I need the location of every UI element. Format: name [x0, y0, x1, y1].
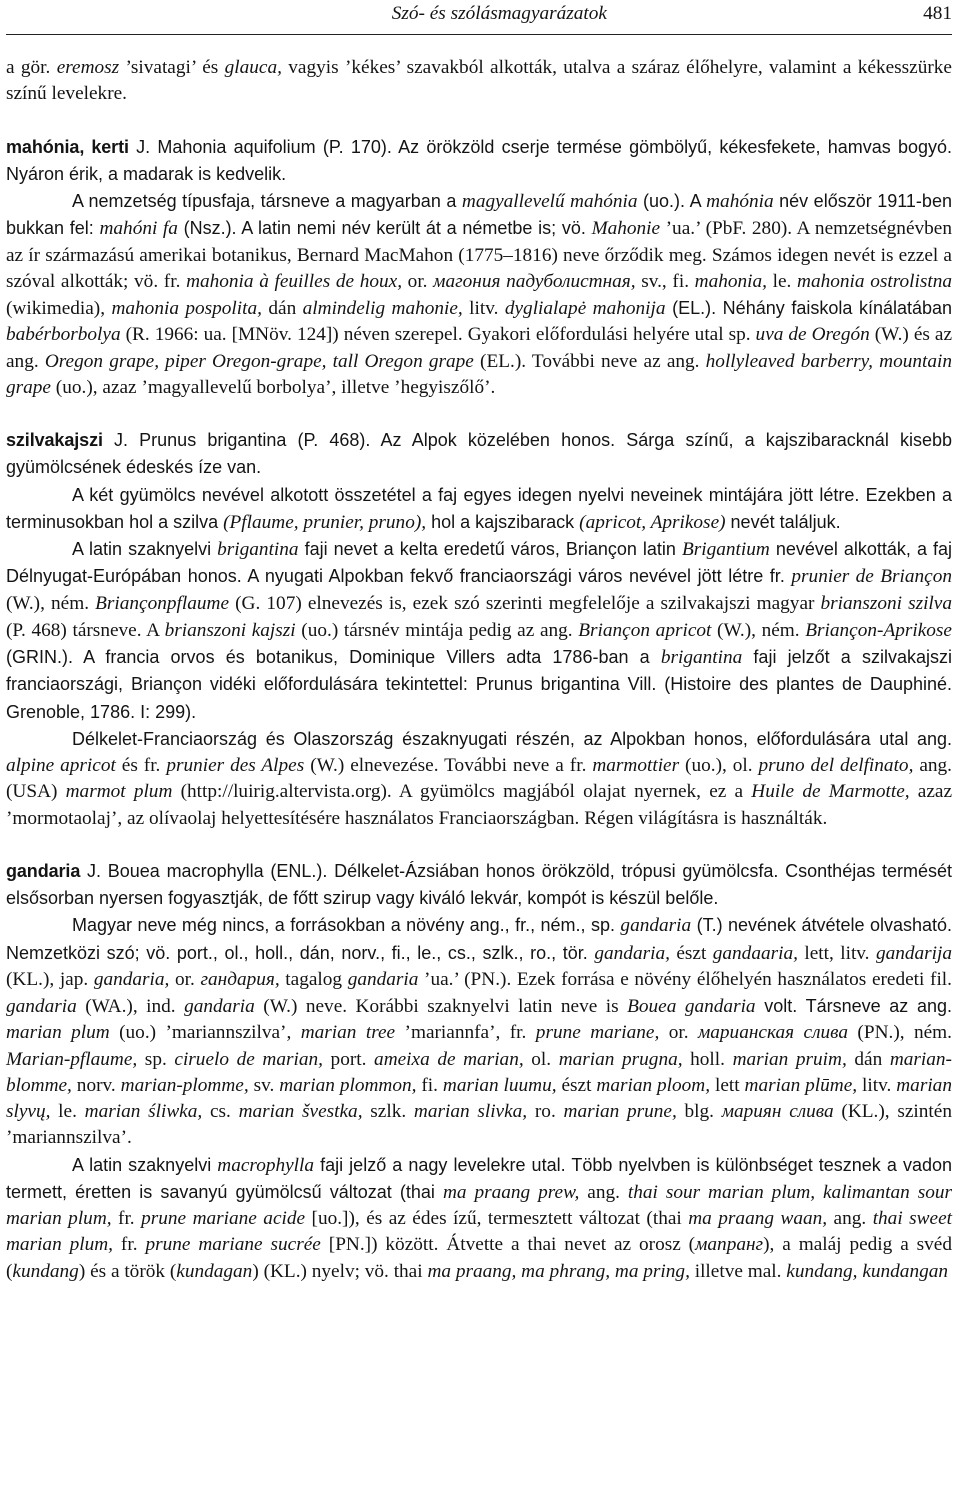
body-text: A latin szaknyelvi — [72, 1154, 218, 1175]
italic-term: marian-plomme, — [120, 1074, 249, 1096]
body-text: azaz ’mormotaolaj’, az olívaolaj helyettesítésére használatos Franciaországban. Régen világításra is használták. — [6, 781, 953, 829]
body-text: fi. — [416, 1074, 443, 1096]
body-text: [uo.]), és az édes ízű, termesztett változat (thai — [305, 1208, 689, 1229]
italic-term: marian ploom, — [596, 1074, 711, 1096]
body-text: ) (KL.) nyelv; vö. thai — [252, 1260, 428, 1282]
body-text: (wikimedia), — [6, 298, 112, 319]
italic-term: Briançon-Aprikose — [805, 619, 952, 641]
body-text: holl. — [682, 1048, 733, 1070]
body-text: ’sivatagi’ és — [119, 57, 225, 78]
italic-term: Brigantium — [681, 539, 770, 560]
italic-term: marian tree — [300, 1022, 396, 1044]
body-text: volt. Társneve az ang. — [755, 996, 952, 1016]
italic-term: pruno del delfinato, — [758, 755, 914, 776]
body-text: litv. — [462, 298, 505, 319]
italic-term: brigantina — [217, 539, 299, 560]
italic-term: Oregon grape, piper Oregon-grape, tall Oregon grape — [44, 350, 474, 372]
italic-term: brigantina — [660, 647, 743, 668]
italic-term: babérborbolya — [6, 324, 121, 346]
body-text: norv. — [71, 1074, 121, 1096]
italic-term: Briançon apricot — [578, 619, 712, 641]
body-text: J. Bouea macrophylla (ENL.). Délkelet-Ázsiában honos örökzöld, trópusi gyümölcsfa. Csonthéjas termését elsősorban nyersen fogyasztják, de főtt szirup vagy kiváló lekvár, kompót is készül belőle. — [6, 860, 952, 908]
dictionary-entry-mahonia — [6, 134, 952, 402]
body-text: or. — [169, 968, 201, 990]
italic-term: marian luumu, — [442, 1074, 557, 1096]
entry-separator — [6, 108, 952, 134]
italic-term: marian slivka, — [413, 1101, 528, 1122]
headword: szilvakajszi — [6, 430, 103, 450]
body-text: (PN.), ném. — [848, 1022, 953, 1044]
entry-paragraph — [6, 858, 952, 913]
body-text: J. Mahonia aquifolium (P. 170). Az örökzöld cserje termése gömbölyű, kékesfekete, hamvas bogyó. Nyáron érik, a madarak is kedvelik. — [6, 136, 952, 184]
italic-term: hollyleaved barberry, mountain grape — [6, 350, 953, 398]
body-text: nevével alkották, a faj Délnyugat-Európában honos. A nyugati Alpokban fekvő franciaországi város nevével jött létre fr. — [6, 539, 952, 587]
body-text: or. — [659, 1022, 698, 1044]
body-text: fr. — [113, 1234, 146, 1256]
body-text: (P. 468) társneve. A — [6, 619, 165, 641]
body-text: Délkelet-Franciaország és Olaszország északnyugati részén, az Alpokban honos, előfordulására utal ang. — [72, 728, 952, 749]
italic-term: Huile de Marmotte, — [751, 781, 910, 803]
body-text: dán — [261, 298, 303, 319]
italic-term: marian prune, — [563, 1101, 677, 1122]
italic-term: gandaria — [6, 996, 77, 1017]
body-text: (uo.). A — [637, 191, 707, 211]
body-text: ’ua.’ (PbF. 280). A nemzetségnévben az ír származású amerikai botanikus, Bernard MacMahon (1775–1816) neve őrződik meg. Számos idegen nevét is ezzel a szóval alkották; vö. fr. — [6, 218, 952, 292]
italic-term: marian slyvų, — [6, 1074, 952, 1122]
body-text: (GRIN.). A francia orvos és botanikus, Dominique Villers adta 1786-ban a — [6, 647, 661, 667]
header-rule — [6, 34, 952, 35]
entry-paragraph — [6, 912, 952, 1151]
body-text: (KL.), jap. — [6, 968, 94, 990]
running-head-title: Szó- és szólásmagyarázatok — [391, 3, 607, 24]
italic-term: gandaria, — [93, 968, 170, 990]
entry-paragraph — [6, 134, 952, 189]
italic-term: mahonia à feuilles de houx, — [186, 270, 403, 292]
body-text: (T.) nevének átvétele olvasható. Nemzetközi szó; vö. port., ol., holl., dán, norv., fi., le., cs., szlk., ro., tör. — [6, 915, 952, 963]
italic-term: gandaaria, — [712, 942, 798, 964]
body-text: észt — [669, 942, 713, 964]
italic-term: prune mariane, — [535, 1022, 660, 1044]
body-text: nevét találjuk. — [725, 511, 841, 532]
body-text: tagalog — [279, 968, 348, 990]
entry-paragraph — [6, 726, 952, 832]
body-text: A két gyümölcs nevével alkotott összetétel a faj egyes idegen nyelvi neveinek mintájára jött létre. Ezekben a terminusokban hol a szilva — [6, 484, 952, 532]
body-text: és fr. — [115, 755, 167, 776]
italic-term: prune mariane acide — [141, 1208, 306, 1229]
italic-term: magyallevelű mahónia — [461, 191, 638, 212]
body-text: (EL.). Néhány faiskola kínálatában — [665, 298, 953, 318]
italic-term: gandaria, — [594, 942, 670, 964]
entry-paragraph — [6, 55, 952, 108]
italic-term: mahóni fa — [99, 218, 178, 240]
body-text: lett — [710, 1074, 745, 1096]
body-text: hol a kajszibarack — [426, 511, 580, 532]
italic-term: kundang — [12, 1260, 79, 1282]
body-text: ang. (USA) — [6, 755, 952, 803]
headword: gandaria — [6, 860, 81, 881]
body-text: (uo.), azaz ’magyallevelű borbolya’, illetve ’hegyiszőlő’. — [50, 376, 496, 398]
italic-term: ameixa de marian, — [374, 1048, 524, 1070]
italic-term: мариян слива — [721, 1101, 834, 1122]
italic-term: Marian-pflaume, — [6, 1048, 138, 1070]
dictionary-entry-szilvakajszi — [6, 427, 952, 832]
italic-term: alpine apricot — [6, 755, 116, 776]
italic-term: thai sweet marian plum, — [6, 1208, 952, 1256]
body-text: (W.), ném. — [711, 619, 806, 641]
body-text: ’mariannfa’, fr. — [395, 1022, 536, 1044]
italic-term: marian prugna, — [558, 1048, 683, 1070]
body-text: faji jelző a nagy levelekre utal. Több nyelvben is különbséget tesznek a vadon termett, éretten is savanyú gyümölcsű változat (thai — [6, 1154, 952, 1202]
italic-term: marmottier — [592, 755, 680, 776]
italic-term: мапранг — [695, 1234, 764, 1256]
italic-term: gandaria — [184, 996, 255, 1017]
italic-term: марианская слива — [697, 1022, 849, 1044]
body-text: (uo.) társnév mintája pedig az ang. — [295, 619, 579, 641]
italic-term: marian pruim, — [732, 1048, 847, 1070]
italic-term: kundagan — [176, 1260, 253, 1282]
body-text: (R. 1966: ua. [MNöv. 124]) néven szerepel. Gyakori előfordulási helyére utal sp. — [120, 324, 756, 346]
italic-term: гандария, — [200, 968, 280, 990]
italic-term: gandarija — [875, 942, 952, 964]
italic-term: магония падуболистная, — [433, 270, 636, 292]
body-text: (W.) neve. Korábbi szaknyelvi latin neve is — [254, 996, 628, 1017]
body-text: (G. 107) elnevezés is, ezek szó szerinti megfelelője a szilvakajszi magyar — [229, 592, 821, 614]
body-text: ) és a török ( — [78, 1260, 177, 1282]
body-text: (Nsz.). A latin nemi név került át a németbe is; vö. — [177, 218, 592, 239]
italic-term: (Pflaume, prunier, pruno), — [223, 511, 427, 533]
italic-term: mahonia, — [694, 270, 767, 292]
body-text: vagyis ’kékes’ szavakból alkották, utalva a száraz élőhelyre, valamint a kékesszürke színű levelekre. — [6, 57, 952, 105]
body-text: faji nevet a kelta eredetű város, Briançon latin — [298, 539, 682, 559]
body-text: faji jelzőt a szilvakajszi franciaországi, Briançon vidéki előfordulására tekintettel: Prunus brigantina Vill. (Histoire des plantes de Dauphiné. Grenoble, 1786. I: 299). — [6, 647, 953, 722]
italic-term: marian plommon, — [279, 1074, 417, 1096]
italic-term: ciruelo de marian, — [174, 1048, 323, 1070]
italic-term: Bouea gandaria — [627, 996, 756, 1017]
body-text: (http://luirig.altervista.org). A gyümölcs magjából olajat nyernek, ez a — [172, 781, 752, 803]
body-text: név először 1911-ben bukkan fel: — [6, 191, 952, 239]
body-text: sv., fi. — [635, 270, 695, 292]
entry-separator — [6, 401, 952, 427]
entry-paragraph — [6, 536, 952, 726]
running-head — [6, 0, 952, 34]
body-text: port. — [322, 1048, 375, 1070]
italic-term: marian švestka, — [238, 1101, 363, 1122]
body-text: blg. — [676, 1101, 722, 1122]
body-text: illetve mal. — [689, 1260, 787, 1282]
body-text: A nemzetség típusfaja, társneve a magyarban a — [72, 191, 462, 211]
italic-term: macrophylla — [217, 1154, 315, 1176]
body-text: le. — [50, 1101, 85, 1122]
entry-separator — [6, 832, 952, 858]
italic-term: marian-blomme, — [6, 1048, 952, 1096]
body-text: ol. — [523, 1048, 559, 1070]
italic-term: (apricot, Aprikose) — [579, 511, 726, 533]
italic-term: ma praang, ma phrang, ma pring, — [427, 1260, 690, 1282]
entry-paragraph — [6, 188, 952, 401]
entry-paragraph — [6, 482, 952, 537]
italic-term: almindelig mahonie, — [302, 298, 463, 319]
italic-term: prunier de Briançon — [791, 566, 953, 588]
body-text: ang. — [579, 1181, 628, 1203]
body-text: ), a maláj pedig a svéd ( — [6, 1234, 953, 1282]
body-text: litv. — [857, 1074, 897, 1096]
italic-term: Briançonpflaume — [95, 592, 230, 614]
body-text: ’ua.’ (PN.). Ezek forrása e növény élőhelyén használatos eredeti fil. — [418, 968, 952, 990]
body-text: (KL.), szintén ’mariannszilva’. — [6, 1101, 952, 1149]
body-text: (uo.), ol. — [679, 755, 759, 776]
body-text: (EL.). További neve az ang. — [473, 350, 706, 372]
body-text: ang. — [827, 1208, 873, 1229]
italic-term: mahonia ostrolistna — [797, 270, 952, 292]
body-text: le. — [766, 270, 798, 292]
italic-term: prune mariane sucrée — [145, 1234, 321, 1256]
italic-term: glauca, — [224, 57, 282, 78]
document-body — [6, 55, 952, 1285]
page-number: 481 — [923, 3, 952, 24]
body-text: a gör. — [6, 57, 57, 78]
entry-paragraph — [6, 1152, 952, 1285]
italic-term: marian plūme, — [744, 1074, 858, 1096]
italic-term: brianszoni kajszi — [164, 619, 296, 641]
body-text: lett, litv. — [797, 942, 876, 964]
italic-term: brianszoni szilva — [820, 592, 952, 614]
italic-term: thai sour marian plum, kalimantan sour marian plum, — [6, 1181, 952, 1229]
body-text: sv. — [248, 1074, 280, 1096]
italic-term: ma praang prew, — [442, 1181, 580, 1203]
body-text: [PN.]) között. Átvette a thai nevet az orosz ( — [320, 1234, 696, 1256]
italic-term: mahónia — [706, 191, 774, 212]
body-text: szlk. — [362, 1101, 414, 1122]
italic-term: prunier des Alpes — [166, 755, 305, 776]
italic-term: dyglialapė mahonija — [504, 298, 666, 319]
italic-term: Mahonie — [591, 218, 661, 240]
body-text: (uo.) ’mariannszilva’, — [109, 1022, 301, 1044]
italic-term: mahonia pospolita, — [111, 298, 262, 319]
headword: mahónia, kerti — [6, 136, 129, 157]
body-text: J. Prunus brigantina (P. 468). Az Alpok közelében honos. Sárga színű, a kajszibaracknál kisebb gyümölcsének édeskés íze van. — [6, 430, 952, 478]
italic-term: uva de Oregón — [755, 324, 870, 346]
dictionary-entry-gandaria — [6, 858, 952, 1285]
italic-term: eremosz — [56, 57, 120, 78]
body-text: or. — [402, 270, 434, 292]
italic-term: marmot plum — [65, 781, 173, 803]
body-text: fr. — [111, 1208, 142, 1229]
body-text: (W.), ném. — [6, 592, 96, 614]
italic-term: marian śliwka, — [84, 1101, 203, 1122]
italic-term: ma praang waan, — [688, 1208, 828, 1229]
italic-term: marian plum — [6, 1022, 110, 1044]
body-text: ro. — [527, 1101, 564, 1122]
body-text: dán — [846, 1048, 890, 1070]
body-text: (W.) és az ang. — [6, 324, 953, 372]
dictionary-entry-eremosz — [6, 55, 952, 108]
entry-paragraph — [6, 427, 952, 482]
italic-term: gandaria — [347, 968, 419, 990]
body-text: észt — [556, 1074, 597, 1096]
body-text: (W.) elnevezése. További neve a fr. — [304, 755, 593, 776]
body-text: cs. — [202, 1101, 239, 1122]
italic-term: kundang, kundangan — [786, 1260, 949, 1282]
body-text: Magyar neve még nincs, a forrásokban a növény ang., fr., ném., sp. — [72, 915, 621, 936]
body-text: sp. — [137, 1048, 175, 1070]
body-text: A latin szaknyelvi — [72, 539, 218, 559]
body-text: (WA.), ind. — [76, 996, 185, 1017]
italic-term: gandaria — [620, 915, 692, 937]
